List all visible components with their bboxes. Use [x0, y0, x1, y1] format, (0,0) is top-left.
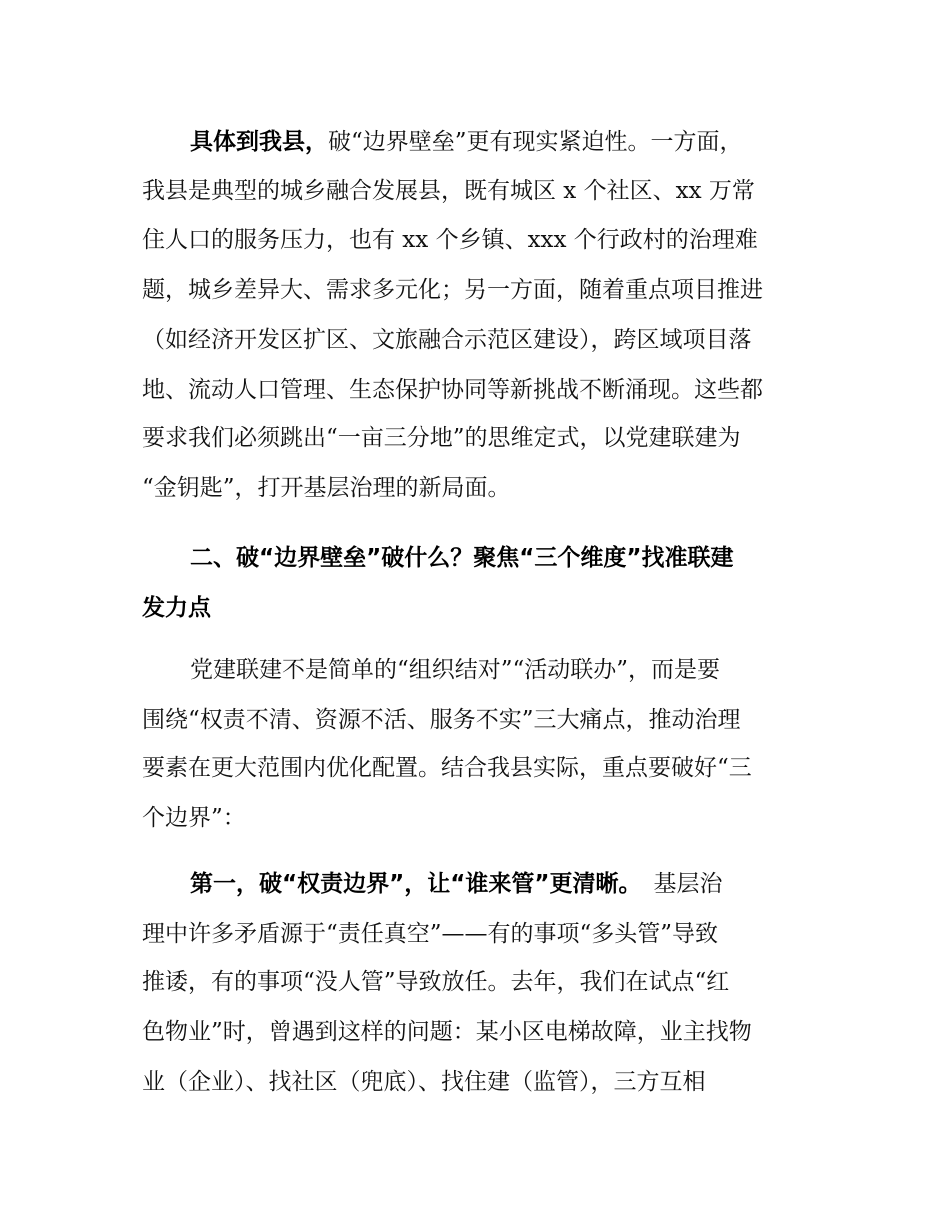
paragraph-2-line-2: 围绕“权责不清、资源不活、服务不实”三大痛点，推动治理: [142, 707, 741, 733]
paragraph-1-line-6: 地、流动人口管理、生态保护协同等新挑战不断涌现。这些都: [142, 377, 763, 403]
paragraph-3-lead-bold: 第一，破“权责边界”，让“谁来管”更清晰。: [190, 871, 642, 897]
paragraph-2-line-4: 个边界”：: [142, 805, 246, 831]
paragraph-2-line-1: 党建联建不是简单的“组织结对”“活动联办”，而是要: [190, 657, 721, 683]
paragraph-3-line-1: [0, 866, 950, 902]
paragraph-2-line-3: 要素在更大范围内优化配置。结合我县实际，重点要破好“三: [142, 755, 752, 781]
paragraph-1-line-7: 要求我们必须跳出“一亩三分地”的思维定式，以党建联建为: [142, 425, 741, 451]
paragraph-3-line-1-text: 基层治: [653, 871, 723, 897]
paragraph-1-lead-bold: 具体到我县，: [190, 129, 328, 155]
section-heading-line-2: 发力点: [142, 595, 211, 621]
paragraph-1-line-4: 题，城乡差异大、需求多元化；另一方面，随着重点项目推进: [142, 277, 763, 303]
paragraph-3-line-4: 色物业”时，曾遇到这样的问题：某小区电梯故障，业主找物: [142, 1019, 752, 1045]
section-heading-line-1: 二、破“边界壁垒”破什么？聚焦“三个维度”找准联建: [190, 545, 734, 571]
paragraph-1-line-1: [0, 124, 950, 160]
paragraph-1-line-3: 住人口的服务压力，也有 xx 个乡镇、xxx 个行政村的治理难: [142, 227, 758, 253]
paragraph-3-line-2: 理中许多矛盾源于“责任真空”——有的事项“多头管”导致: [142, 921, 719, 947]
paragraph-1-line-2: 我县是典型的城乡融合发展县，既有城区 x 个社区、xx 万常: [142, 178, 755, 204]
paragraph-1-line-5: （如经济开发区扩区、文旅融合示范区建设），跨区域项目落: [142, 327, 752, 353]
paragraph-1-line-8: “金钥匙”，打开基层治理的新局面。: [142, 475, 511, 501]
paragraph-3-line-3: 推诿，有的事项“没人管”导致放任。去年，我们在试点“红: [142, 969, 730, 995]
paragraph-1-line-1-text: 破“边界壁垒”更有现实紧迫性。一方面，: [328, 129, 743, 155]
paragraph-3-line-5: 业（企业）、找社区（兜底）、找住建（监管），三方互相: [142, 1069, 706, 1095]
